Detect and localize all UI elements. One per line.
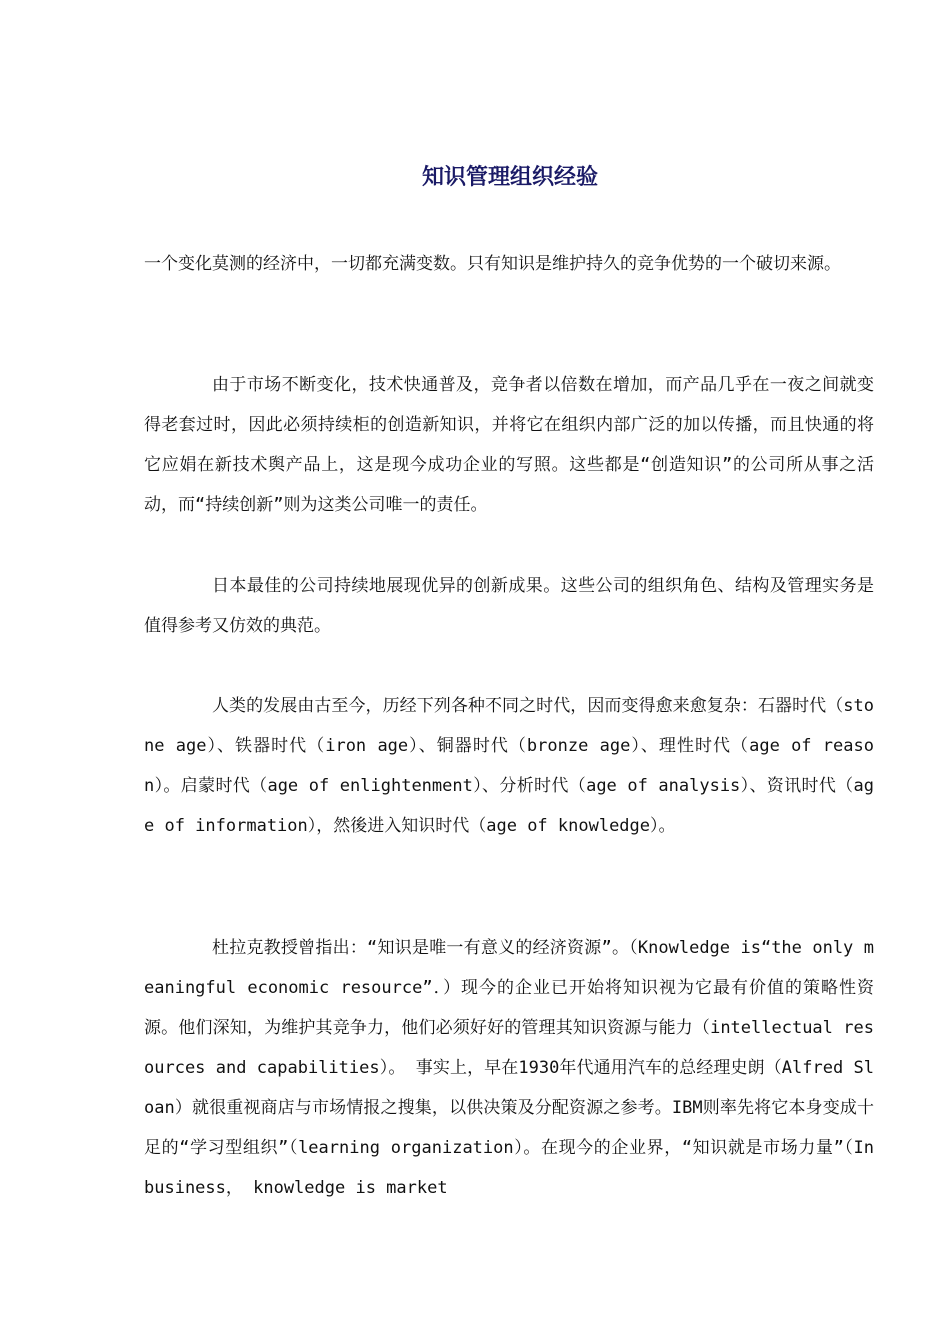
paragraph-1: 一个变化莫测的经济中，一切都充满变数。只有知识是维护持久的竞争优势的一个破切来源。 (144, 254, 841, 274)
paragraph-2: 由于市场不断变化，技术快通普及，竞争者以倍数在增加，而产品几乎在一夜之间就变得老套过时，因此必须持续柜的创造新知识，并将它在组织内部广泛的加以传播，而且快通的将它应娟在新技术舆产品上，这是现今成功企业的写照。这些都是“创造知识”的公司所从事之活动，而“持续创新”则为这类公司唯一的责任。 (144, 375, 874, 515)
paragraph-4: 人类的发展由古至今，历经下列各种不同之时代，因而变得愈来愈复杂：石器时代（stone age）、铁器时代（iron age）、铜器时代（bronze age）、理性时代（age of reason）。启蒙时代（age of enlightenment）、分析时代（age of analysis）、资讯时代（age of information），然後进入知识时代（age of knowledge）。 (144, 696, 874, 836)
document-title: 知识管理组织经验 (421, 164, 598, 190)
paragraph-3: 日本最佳的公司持续地展现优异的创新成果。这些公司的组织角色、结构及管理实务是值得参考又仿效的典范。 (144, 576, 874, 636)
paragraph-5: 杜拉克教授曾指出：“知识是唯一有意义的经济资源”。（Knowledge is“the only meaningful economic resource”．）现今的企业已开始将知识视为它最有价值的策略性资源。他们深知，为维护其竞争力，他们必须好好的管理其知识资源与能力（intellectual resources and capabilities）。 事实上，早在1930年代通用汽车的总经理史朗（Alfred Sloan）就很重视商店与市场情报之搜集，以供决策及分配资源之参考。IBM则率先将它本身变成十足的“学习型组织”（learning organization）。在现今的企业界，“知识就是市场力量”（In business， knowledge is market (144, 938, 874, 1198)
